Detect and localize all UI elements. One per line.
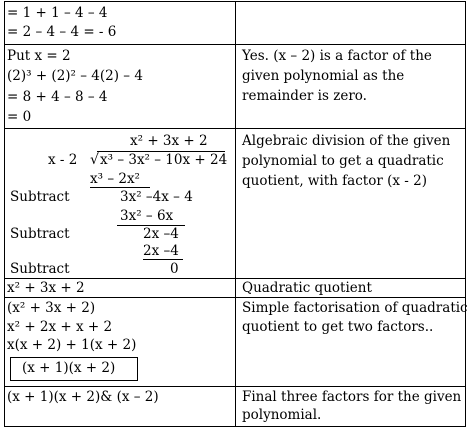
table-border-left <box>4 1 5 427</box>
division-dividend: x³ – 3x² – 10x + 24 <box>100 152 228 168</box>
explanation-line: Quadratic quotient <box>242 280 372 296</box>
working-line: = 8 + 4 – 8 – 4 <box>7 89 108 105</box>
explanation-line: Yes. (x – 2) is a factor of the <box>242 48 432 64</box>
working-line: = 1 + 1 – 4 – 4 <box>7 5 108 21</box>
subtract-label: Subtract <box>10 226 70 242</box>
explanation-line: polynomial to get a quadratic <box>242 153 444 169</box>
working-line: = 0 <box>7 109 32 125</box>
working-line: = 2 – 4 – 4 = - 6 <box>7 24 117 40</box>
working-line: x² + 3x + 2 <box>7 280 85 296</box>
division-remainder: 2x –4 <box>143 226 179 242</box>
division-quotient: x² + 3x + 2 <box>130 133 208 149</box>
explanation-line: Final three factors for the given <box>242 389 462 405</box>
division-final-remainder: 0 <box>170 261 179 277</box>
explanation-line: Algebraic division of the given <box>242 133 451 149</box>
division-step: 2x –4 <box>143 243 179 259</box>
subtract-rule <box>90 187 150 188</box>
explanation-line: Simple factorisation of quadratic <box>242 300 468 316</box>
division-remainder: 3x² –4x – 4 <box>120 189 193 205</box>
column-divider <box>235 1 236 427</box>
division-divisor: x - 2 <box>48 152 78 168</box>
explanation-line: quotient to get two factors.. <box>242 319 434 335</box>
division-step: 3x² – 6x <box>120 208 174 224</box>
explanation-line: polynomial. <box>242 407 322 423</box>
working-line: (2)³ + (2)² – 4(2) – 4 <box>7 68 143 84</box>
working-line: x² + 2x + x + 2 <box>7 319 113 335</box>
subtract-rule <box>143 259 183 260</box>
solution-table <box>4 1 466 427</box>
table-border-right <box>465 1 466 427</box>
subtract-label: Subtract <box>10 189 70 205</box>
division-step: x³ – 2x² <box>90 171 140 187</box>
working-line: x(x + 2) + 1(x + 2) <box>7 337 137 353</box>
explanation-line: quotient, with factor (x - 2) <box>242 173 427 189</box>
explanation-line: given polynomial as the <box>242 68 405 84</box>
boxed-result-text: (x + 1)(x + 2) <box>22 360 116 376</box>
working-line: (x + 1)(x + 2)& (x – 2) <box>7 389 159 405</box>
subtract-label: Subtract <box>10 261 70 277</box>
working-line: Put x = 2 <box>7 48 71 64</box>
division-bracket-icon: √ <box>90 152 99 168</box>
explanation-line: remainder is zero. <box>242 88 367 104</box>
working-line: (x² + 3x + 2) <box>7 300 96 316</box>
